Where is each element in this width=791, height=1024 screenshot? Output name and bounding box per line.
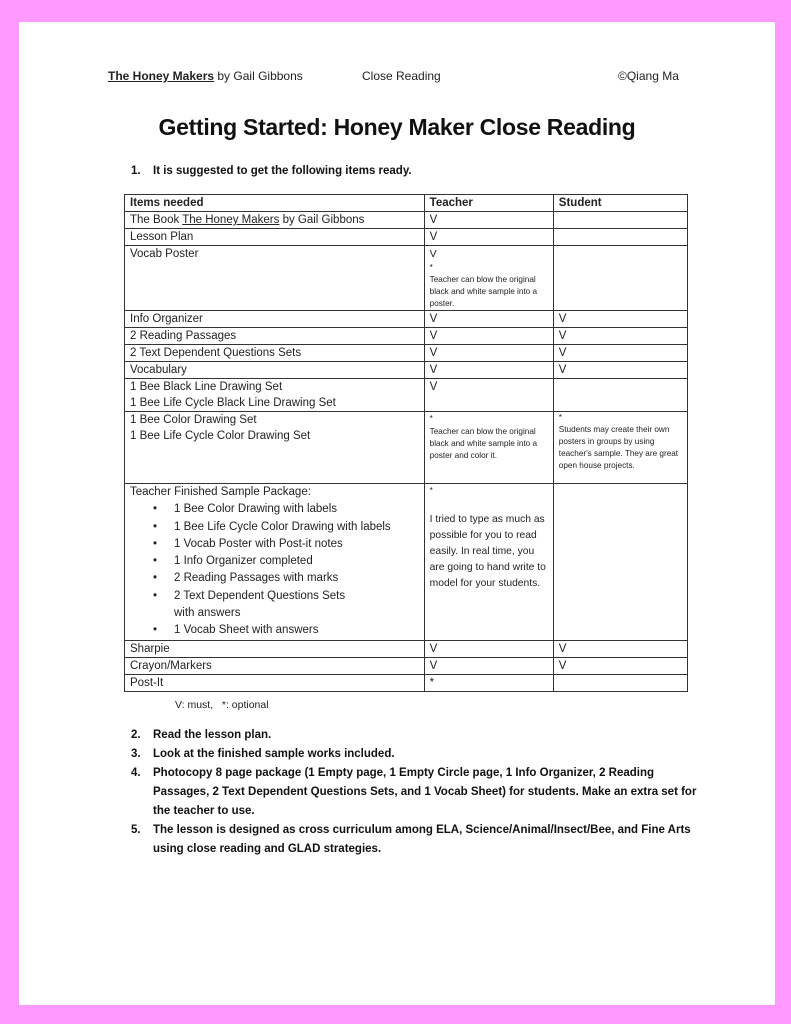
item-line-1: 1 Bee Black Line Drawing Set: [130, 381, 283, 393]
item-cell: Lesson Plan: [125, 229, 425, 246]
teacher-note: Teacher can blow the original black and white sample into a poster.: [429, 275, 538, 308]
item-text: by Gail Gibbons: [279, 214, 365, 226]
table-header-row: [125, 195, 688, 212]
step-text: Photocopy 8 page package (1 Empty page, 1 Empty Circle page, 1 Info Organizer, 2 Reading Passages, 2 Text Dependent Questions Sets, and 1 Vocab Sheet) for students. Make an extra set for the teacher to use.: [153, 767, 697, 817]
teacher-mark-optional: *: [429, 263, 433, 272]
package-list-item: • 1 Vocab Sheet with answers: [174, 622, 419, 639]
teacher-cell: V: [424, 345, 553, 362]
teacher-note: I tried to type as much as possible for you to read easily. In real time, you are going to hand write to model for your students.: [429, 514, 546, 589]
book-title: The Honey Makers: [108, 69, 215, 83]
table-row: [125, 311, 688, 328]
package-list-item: • 2 Text Dependent Questions Sets with answers: [174, 588, 364, 623]
table-row: [125, 362, 688, 379]
student-cell: [553, 379, 687, 412]
table-row: [125, 328, 688, 345]
teacher-cell: V: [424, 379, 553, 412]
column-header-items: Items needed: [125, 195, 425, 212]
item-cell: Info Organizer: [125, 311, 425, 328]
student-cell: [553, 212, 687, 229]
items-table: [124, 194, 688, 692]
student-cell: V: [553, 657, 687, 674]
item-text: The Book: [130, 214, 183, 226]
item-line-2: 1 Bee Life Cycle Black Line Drawing Set: [130, 397, 336, 409]
document-page: [19, 22, 775, 1005]
student-cell: V: [553, 362, 687, 379]
teacher-mark: V: [429, 248, 437, 260]
table-row: [125, 640, 688, 657]
item-cell: Vocab Poster: [125, 246, 425, 311]
column-header-student: Student: [553, 195, 687, 212]
table-row: [125, 412, 688, 484]
student-note: Students may create their own posters in groups by using teacher's sample. They are great open house projects.: [558, 425, 679, 470]
table-row: [125, 657, 688, 674]
teacher-cell: V: [424, 657, 553, 674]
teacher-cell: V: [424, 362, 553, 379]
teacher-cell: V: [424, 640, 553, 657]
teacher-note: Teacher can blow the original black and white sample into a poster and color it.: [429, 427, 538, 460]
teacher-cell: V: [424, 328, 553, 345]
page-title: Getting Started: Honey Maker Close Reading: [158, 114, 636, 140]
step-text: Read the lesson plan.: [153, 729, 272, 741]
column-header-teacher: Teacher: [424, 195, 553, 212]
item-cell: Sharpie: [125, 640, 425, 657]
book-title-link-text: The Honey Makers: [182, 214, 280, 226]
student-cell: [553, 246, 687, 311]
step-number: 4.: [131, 767, 141, 779]
teacher-cell: [424, 484, 553, 641]
item-cell: Post-It: [125, 674, 425, 691]
item-heading: Teacher Finished Sample Package:: [130, 486, 311, 498]
student-cell: V: [553, 311, 687, 328]
student-cell: [553, 484, 687, 641]
student-cell: V: [553, 640, 687, 657]
package-list-item: • 2 Reading Passages with marks: [174, 570, 419, 587]
table-row: [125, 379, 688, 412]
table-legend: V: must, *: optional: [175, 699, 269, 711]
item-line-2: 1 Bee Life Cycle Color Drawing Set: [130, 430, 311, 442]
item-cell: Vocabulary: [125, 362, 425, 379]
teacher-cell: [424, 246, 553, 311]
table-row: [125, 246, 688, 311]
item-cell: [125, 412, 425, 484]
item-cell: [125, 484, 425, 641]
package-list: [130, 501, 419, 639]
step-text: The lesson is designed as cross curriculum among ELA, Science/Animal/Insect/Bee, and Fine Arts using close reading and GLAD strategies.: [153, 824, 691, 855]
step-1: [131, 162, 731, 182]
step-2: [131, 726, 731, 746]
teacher-cell: V: [424, 311, 553, 328]
item-cell: 2 Reading Passages: [125, 328, 425, 345]
teacher-mark-optional: *: [429, 414, 433, 423]
item-cell: Crayon/Markers: [125, 657, 425, 674]
header-book-title: [108, 69, 303, 83]
student-cell: [553, 674, 687, 691]
step-number: 3.: [131, 748, 141, 760]
table-row: [125, 212, 688, 229]
student-mark-optional: *: [558, 413, 562, 422]
student-cell: [553, 412, 687, 484]
step-text: Look at the finished sample works included.: [153, 748, 395, 760]
package-list-item: • 1 Bee Life Cycle Color Drawing with labels: [174, 519, 419, 536]
student-cell: V: [553, 328, 687, 345]
step-4: [131, 764, 731, 824]
table-row: [125, 674, 688, 691]
step-5: [131, 821, 731, 861]
step-text: It is suggested to get the following items ready.: [153, 165, 412, 177]
teacher-cell: [424, 412, 553, 484]
table-row: [125, 345, 688, 362]
step-number: 5.: [131, 824, 141, 836]
step-3: [131, 745, 731, 765]
item-cell: [125, 212, 425, 229]
teacher-cell: *: [424, 674, 553, 691]
step-number: 1.: [131, 165, 141, 177]
item-line-1: 1 Bee Color Drawing Set: [130, 414, 257, 426]
item-cell: 2 Text Dependent Questions Sets: [125, 345, 425, 362]
teacher-cell: V: [424, 212, 553, 229]
header-copyright: ©Qiang Ma: [618, 69, 679, 83]
table-row: [125, 484, 688, 641]
teacher-mark-optional: *: [429, 486, 433, 495]
item-cell: [125, 379, 425, 412]
book-author: by Gail Gibbons: [214, 69, 303, 83]
step-number: 2.: [131, 729, 141, 741]
table-row: [125, 229, 688, 246]
header-center: Close Reading: [362, 69, 441, 83]
student-cell: [553, 229, 687, 246]
package-list-item: • 1 Info Organizer completed: [174, 553, 419, 570]
teacher-cell: V: [424, 229, 553, 246]
package-list-item: • 1 Bee Color Drawing with labels: [174, 501, 419, 518]
package-list-item: • 1 Vocab Poster with Post-it notes: [174, 536, 419, 553]
student-cell: V: [553, 345, 687, 362]
